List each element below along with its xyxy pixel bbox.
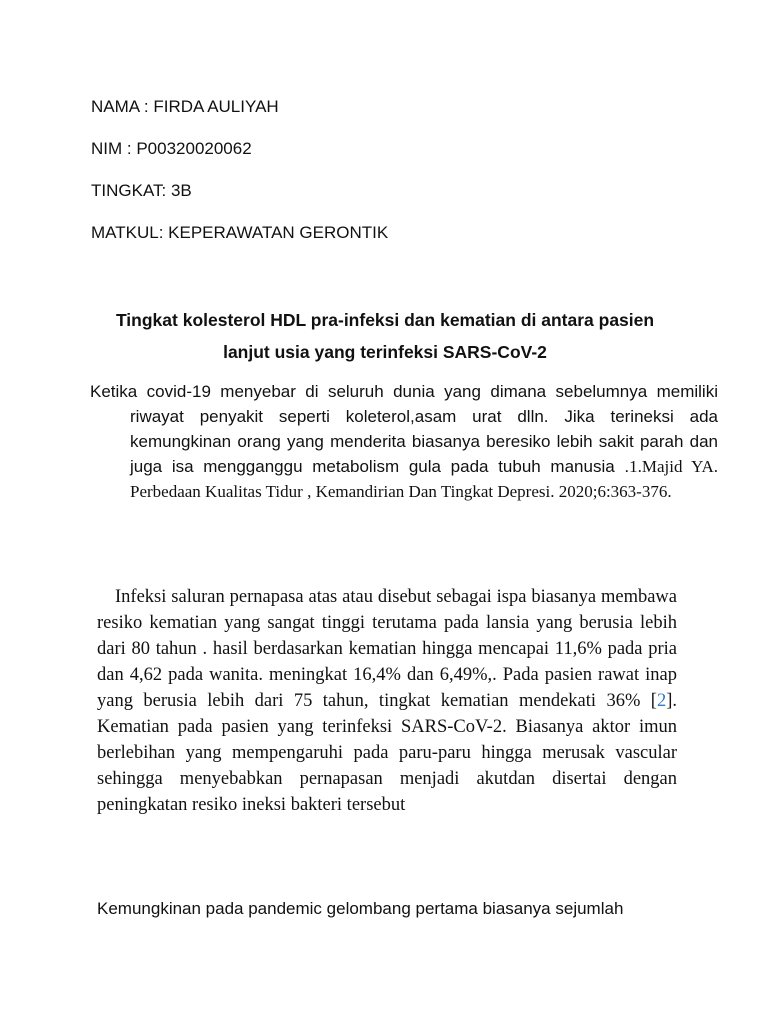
title-line-2: lanjut usia yang terinfeksi SARS-CoV-2 (223, 342, 547, 362)
paragraph-ispa (97, 584, 677, 818)
paragraph-ispa-text-1: Infeksi saluran pernapasa atas atau disebut sebagai ispa biasanya membawa resiko kematian yang sangat tinggi terutama pada lansia yang berusia lebih dari 80 tahun . hasil berdasarkan kematian hingga mencapai 11,6% pada pria dan 4,62 pada wanita. meningkat 16,4% dan 6,49%,. Pada pasien rawat inap yang berusia lebih dari 75 tahun, tingkat kematian mendekati 36% [ (97, 587, 677, 711)
paragraph-intro-text: Ketika covid-19 menyebar di seluruh dunia yang dimana sebelumnya memiliki riwayat penyakit seperti koleterol,asam urat dlln. Jika terineksi ada kemungkinan orang yang menderita biasanya beresiko lebih sakit parah dan juga isa mengganggu metabolism gula pada tubuh manusia . (90, 382, 718, 476)
course-name: MATKUL: KEPERAWATAN GERONTIK (91, 223, 389, 242)
student-name: NAMA : FIRDA AULIYAH (91, 97, 279, 116)
paragraph-pandemic: Kemungkinan pada pandemic gelombang pertama biasanya sejumlah (97, 899, 624, 918)
title-line-1: Tingkat kolesterol HDL pra-infeksi dan kematian di antara pasien (115, 310, 655, 330)
paragraph-intro (90, 379, 718, 504)
reference-text: 1.Majid YA. Perbedaan Kualitas Tidur , Kemandirian Dan Tingkat Depresi. 2020;6:363-376. (130, 457, 718, 501)
paragraph-ispa-text-2: ]. Kematian pada pasien yang terinfeksi SARS-CoV-2. Biasanya aktor imun berlebihan yang mempengaruhi pada paru-paru hingga merusak vascular sehingga menyebabkan pernapasan menjadi akutdan disertai dengan peningkatan resiko ineksi bakteri tersebut (97, 691, 677, 815)
student-nim: NIM : P00320020062 (91, 139, 252, 158)
student-level: TINGKAT: 3B (91, 181, 192, 200)
document-title (90, 304, 680, 368)
citation-link[interactable]: 2 (656, 691, 667, 711)
